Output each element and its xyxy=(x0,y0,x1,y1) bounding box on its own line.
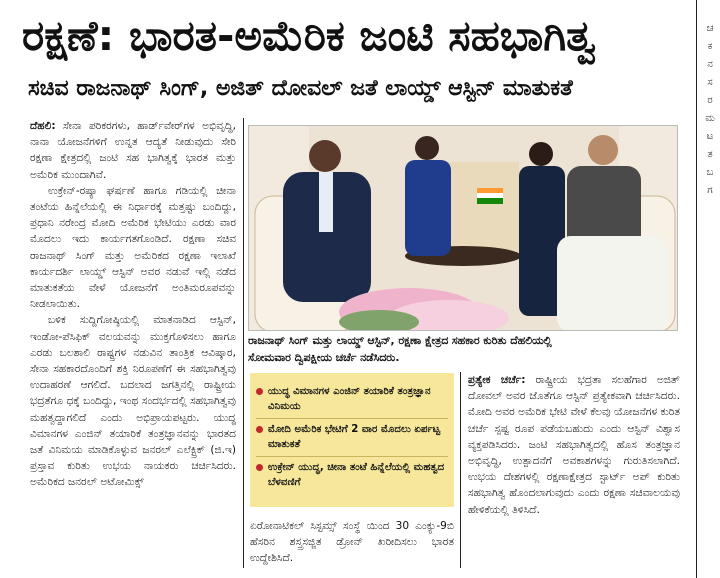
article-paragraph: ಏರೋನಾಟಿಕಲ್ ಸಿಸ್ಟಮ್ಸ್ ಸಂಸ್ಥೆ ಯಿಂದ 30 ಎಂಕ್ಯು-9ಬಿ ಹೆಸರಿನ ಶಸ್ತ್ರಸಜ್ಜಿತ ಡ್ರೋನ್ ಖರೀದಿಸಲು ಭಾರತ ಉದ್ದೇಶಿಸಿದೆ. xyxy=(250,520,454,565)
highlight-text: ಯುದ್ಧ ವಿಮಾನಗಳ ಎಂಜಿನ್ ತಯಾರಿಕೆ ತಂತ್ರಜ್ಞಾನ ವಿನಿಮಯ xyxy=(268,386,431,412)
strip-glyph: ನ xyxy=(707,59,713,70)
column-rule xyxy=(460,372,461,568)
highlight-item xyxy=(256,381,448,419)
highlight-item xyxy=(256,419,448,457)
bullet-icon xyxy=(256,426,263,433)
article-paragraph: ದೆಹಲಿ: ಸೇನಾ ಪರಿಕರಗಳು, ಹಾರ್ಡ್‌ವೇರ್‌ಗಳ ಅಭಿವೃದ್ಧಿ, ನಾನಾ ಯೋಜನೆಗಳಿಗೆ ಉನ್ನತ ಆದ್ಯತೆ ನೀಡುವುದು ಸೇರಿ ರಕ್ಷಣಾ ಕ್ಷೇತ್ರದಲ್ಲಿ ಜಂಟಿ ಸಹ ಭಾಗಿತ್ವಕ್ಕೆ ಭಾರತ ಮತ್ತು ಅಮೆರಿಕ ಮುಂದಾಗಿವೆ. xyxy=(30,120,236,181)
subsection-lead: ಪ್ರತ್ಯೇಕ ಚರ್ಚೆ: xyxy=(468,374,526,386)
meeting-photo-illustration xyxy=(249,126,678,331)
strip-glyph: ಬ xyxy=(706,167,714,178)
strip-glyph: ಮ xyxy=(705,113,715,124)
adjacent-column-strip xyxy=(700,0,720,578)
photo-caption-line: ಸೋಮವಾರ ದ್ವಿಪಕ್ಷೀಯ ಚರ್ಚೆ ನಡೆಸಿದರು. xyxy=(248,351,400,364)
strip-glyph: ಕ xyxy=(707,41,713,52)
highlight-text: ಮೋದಿ ಅಮೆರಿಕ ಭೇಟಿಗೆ 2 ವಾರ ಮೊದಲು ಏರ್ಪಟ್ಟ ಮಾತುಕತೆ xyxy=(268,424,441,450)
article-middle-tail xyxy=(250,518,454,574)
bullet-icon xyxy=(256,464,263,471)
article-left-column xyxy=(30,118,236,574)
article-paragraph: ಬಳಿಕ ಸುದ್ದಿಗೋಷ್ಠಿಯಲ್ಲಿ ಮಾತನಾಡಿದ ಆಸ್ಟಿನ್, ಇಂಡೋ-ಪೆಸಿಫಿಕ್ ವಲಯವನ್ನು ಮುಕ್ತಗೊಳಿಸಲು ಹಾಗೂ ಎರಡು ಬಲಶಾಲಿ ರಾಷ್ಟ್ರಗಳ ನಡುವಿನ ತಾಂತ್ರಿಕ ಆವಿಷ್ಕಾರ, ಸೇನಾ ಸಹಕಾರದೊಂದಿಗೆ ಶಕ್ತಿ ನಿರೂಪಣೆಗೆ ಈ ಸಹಭಾಗಿತ್ವವು ಉದಾಹರಣೆ ಆಗಲಿದೆ. ಬದಲಾದ ಜಗತ್ತಿನಲ್ಲಿ ರಾಷ್ಟ್ರೀಯ ಭದ್ರತೆಗೂ ಧಕ್ಕೆ ಬಂದಿದ್ದು, ಇಂಥ ಸಂದರ್ಭದಲ್ಲಿ ಸಹಭಾಗಿತ್ವವು ಮಹತ್ವದ್ದಾಗಲಿದೆ ಎಂದು ಅಭಿಪ್ರಾಯಪಟ್ಟರು. ಯುದ್ಧ ವಿಮಾನಗಳ ಎಂಜಿನ್ ತಯಾರಿಕೆ ತಂತ್ರಜ್ಞಾನವನ್ನು ಭಾರತದ ಜತೆ ವಿನಿಮಯ ಮಾಡಿಕೊಳ್ಳುವ ಜನರಲ್ ಎಲೆಕ್ಟ್ರಿಕ್ (ಜಿ.ಇ) ಪ್ರಸ್ತಾವ ಕುರಿತು ಉಭಯ ನಾಯಕರು ಚರ್ಚಿಸಿದರು. ಅಮೆರಿಕದ ಜನರಲ್ ಅಟೋಮಿಕ್ಸ್ xyxy=(30,314,236,489)
article-paragraph: ಪ್ರತ್ಯೇಕ ಚರ್ಚೆ: ರಾಷ್ಟ್ರೀಯ ಭದ್ರತಾ ಸಲಹೆಗಾರ ಅಜಿತ್ ದೋವಲ್ ಅವರ ಜೊತೆಗೂ ಆಸ್ಟಿನ್ ಪ್ರತ್ಯೇಕವಾಗಿ ಚರ್ಚಿಸಿದರು. ಮೋದಿ ಅವರ ಅಮೆರಿಕ ಭೇಟಿ ವೇಳೆ ಕೆಲವು ಯೋಜನೆಗಳ ಕುರಿತ ಚರ್ಚೆ ಸ್ಪಷ್ಟ ರೂಪ ಪಡೆಯಬಹುದು ಎಂದು ಆಸ್ಟಿನ್ ವಿಶ್ವಾಸ ವ್ಯಕ್ತಪಡಿಸಿದರು. ಜಂಟಿ ಸಹಭಾಗಿತ್ವದಲ್ಲಿ ಹೊಸ ತಂತ್ರಜ್ಞಾನ ಅಭಿವೃದ್ಧಿ, ಉತ್ಪಾದನೆಗೆ ಅವಕಾಶಗಳನ್ನು ಗುರುತಿಸಲಾಗಿದೆ. ಉಭಯ ದೇಶಗಳಲ್ಲಿ ರಕ್ಷಣಾಕ್ಷೇತ್ರದ ಸ್ಟಾರ್ಟ್ ಅಪ್ ಕುರಿತು ಸಹಭಾಗಿತ್ವ ಹೊಂದಲಾಗುವುದು ಎಂದು ರಕ್ಷಣಾ ಸಚಿವಾಲಯವು ಹೇಳಿಕೆಯಲ್ಲಿ ತಿಳಿಸಿದೆ. xyxy=(468,374,680,516)
column-rule xyxy=(243,118,244,568)
dateline: ದೆಹಲಿ: xyxy=(30,120,56,132)
highlight-item xyxy=(256,457,448,494)
news-photo xyxy=(248,125,678,331)
strip-glyph: ಟ xyxy=(706,131,714,142)
strip-glyph: ಚ xyxy=(706,23,714,34)
page-rule xyxy=(696,0,697,578)
article-right-column xyxy=(468,372,680,574)
strip-glyph: ರ xyxy=(707,95,713,106)
strip-glyph: ಗ xyxy=(707,185,713,196)
highlights-box xyxy=(250,373,454,507)
strip-glyph: ತ xyxy=(707,149,713,160)
article-paragraph: ಉಕ್ರೇನ್-ರಷ್ಯಾ ಘರ್ಷಣೆ ಹಾಗೂ ಗಡಿಯಲ್ಲಿ ಚೀನಾ ತಂಟೆಯ ಹಿನ್ನೆಲೆಯಲ್ಲಿ ಈ ನಿರ್ಧಾರಕ್ಕೆ ಮತ್ತಷ್ಟು ಬಂದಿದ್ದು, ಪ್ರಧಾನಿ ನರೇಂದ್ರ ಮೋದಿ ಅಮೆರಿಕ ಭೇಟಿಯು ಎರಡು ವಾರ ಮೊದಲು ಇದು ಕಾರ್ಯಗತಗೊಂಡಿದೆ. ರಕ್ಷಣಾ ಸಚಿವ ರಾಜನಾಥ್ ಸಿಂಗ್ ಮತ್ತು ಅಮೆರಿಕದ ರಕ್ಷಣಾ ಇಲಾಖೆ ಕಾರ್ಯದರ್ಶಿ ಲಾಯ್ಡ್ ಆಸ್ಟಿನ್ ಅವರ ನಡುವೆ ಇಲ್ಲಿ ನಡೆದ ಮಾತುಕತೆಯ ವೇಳೆ ಯೋಜನೆಗೆ ಅಂತಿಮರೂಪವನ್ನು ನೀಡಲಾಯಿತು. xyxy=(30,184,236,311)
headline: ರಕ್ಷಣೆ: ಭಾರತ-ಅಮೆರಿಕ ಜಂಟಿ ಸಹಭಾಗಿತ್ವ xyxy=(22,11,596,60)
highlight-text: ಉಕ್ರೇನ್ ಯುದ್ಧ, ಚೀನಾ ತಂಟೆ ಹಿನ್ನೆಲೆಯಲ್ಲಿ ಮಹತ್ವದ ಬೆಳವಣಿಗೆ xyxy=(268,462,445,488)
subheadline: ಸಚಿವ ರಾಜನಾಥ್ ಸಿಂಗ್, ಅಜಿತ್ ದೋವಲ್ ಜತೆ ಲಾಯ್ಡ್ ಆಸ್ಟಿನ್ ಮಾತುಕತೆ xyxy=(28,76,573,101)
photo-caption xyxy=(248,332,678,368)
bullet-icon xyxy=(256,388,263,395)
photo-caption-line: ರಾಜನಾಥ್ ಸಿಂಗ್ ಮತ್ತು ಲಾಯ್ಡ್ ಆಸ್ಟಿನ್, ರಕ್ಷಣಾ ಕ್ಷೇತ್ರದ ಸಹಕಾರ ಕುರಿತು ದೆಹಲಿಯಲ್ಲಿ xyxy=(248,334,552,347)
strip-glyph: ಸ xyxy=(707,77,713,88)
